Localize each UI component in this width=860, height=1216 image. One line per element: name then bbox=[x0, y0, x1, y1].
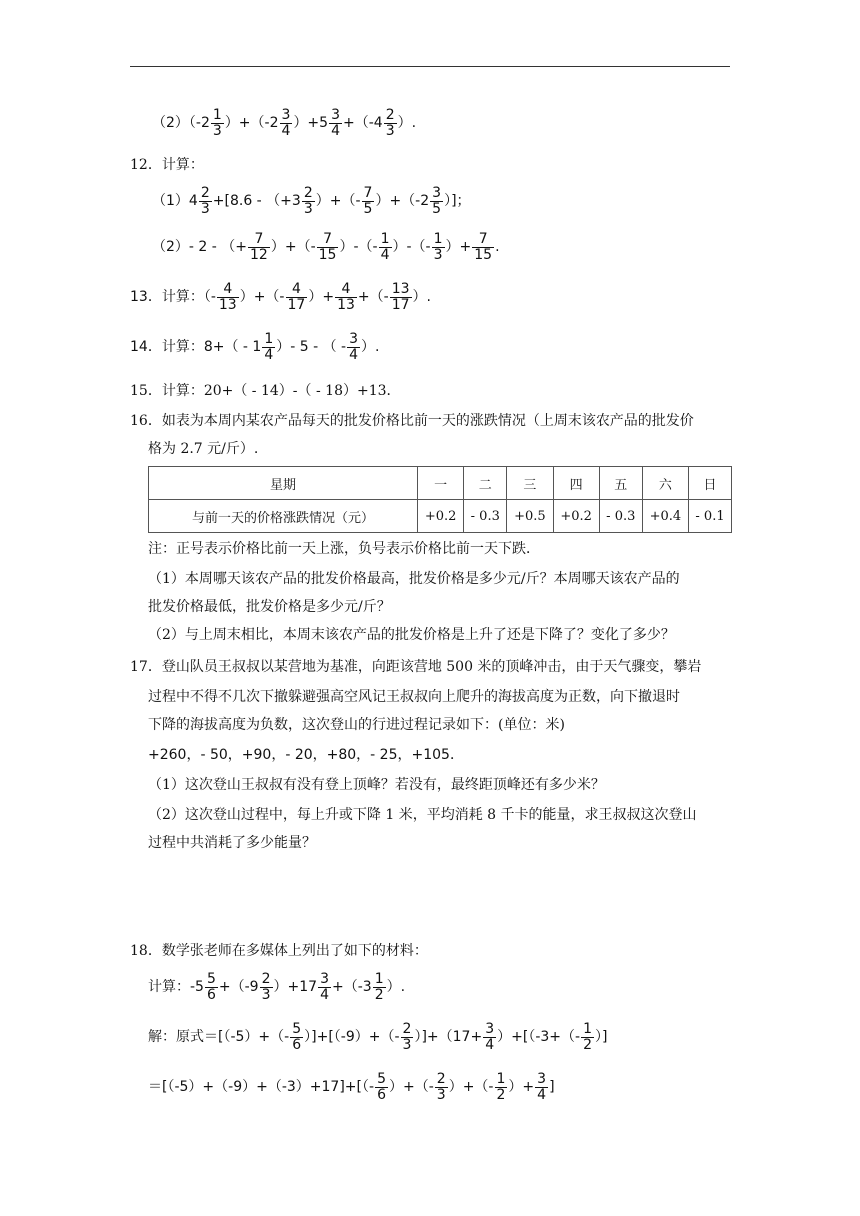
table-cell: - 0.3 bbox=[599, 500, 642, 533]
problem-17-question-2-line-2: 过程中共消耗了多少能量？ bbox=[148, 835, 316, 851]
price-change-table bbox=[148, 466, 732, 533]
problem-18-calculation: 计算：-5 $\frac{5}{6}$ +（-9 $\frac{2}{3}$ ）+17 $\frac{3}{4}$ +（-3 $\frac{1}{2}$ ）. bbox=[148, 971, 406, 1003]
problem-18-solution-line-2: ＝[（-5）+（-9）+（-3）+17]+[（- $\frac{5}{6}$ ）+（- $\frac{2}{3}$ ）+（- $\frac{1}{2}$ ）+ $\frac{3}{4}$ ] bbox=[148, 1071, 555, 1103]
problem-18-solution-line-1: 解：原式＝[（-5）+（- $\frac{5}{6}$ ）]+[（-9）+（- $\frac{2}{3}$ ）]+（17+ $\frac{3}{4}$ ）+[（-3+（- $\frac{1}{2}$ ）] bbox=[148, 1021, 608, 1053]
header-rule bbox=[130, 66, 730, 67]
problem-14: 14．计算：8+（ - 1 $\frac{1}{4}$ ）- 5 - （ - $\frac{3}{4}$ ）. bbox=[130, 331, 380, 363]
table-header-row bbox=[149, 467, 732, 500]
problem-17-question-2-line-1: （2）这次登山过程中，每上升或下降 1 米，平均消耗 8 千卡的能量，求王叔叔这次登山 bbox=[148, 807, 697, 823]
table-header-cell: 星期 bbox=[149, 467, 418, 500]
table-cell: +0.5 bbox=[507, 500, 553, 533]
table-cell: +0.2 bbox=[418, 500, 464, 533]
table-header-cell: 六 bbox=[642, 467, 688, 500]
problem-17-records: +260，- 50，+90，- 20，+80，- 25，+105． bbox=[148, 747, 464, 763]
table-cell: +0.4 bbox=[642, 500, 688, 533]
problem-16-question-1-line-1: （1）本周哪天该农产品的批发价格最高，批发价格是多少元/斤？本周哪天该农产品的 bbox=[148, 571, 680, 587]
table-cell: +0.2 bbox=[553, 500, 599, 533]
problem-15: 15．计算：20+（ - 14）-（ - 18）+13． bbox=[130, 383, 401, 399]
problem-16-note: 注：正号表示价格比前一天上涨，负号表示价格比前一天下跌． bbox=[148, 541, 540, 557]
table-header-cell: 四 bbox=[553, 467, 599, 500]
problem-16-question-1-line-2: 批发价格最低，批发价格是多少元/斤？ bbox=[148, 599, 391, 615]
problem-12-part-1: （1）4 $\frac{2}{3}$ +[8.6 - （+3 $\frac{2}{3}$ ）+（- $\frac{7}{5}$ ）+（-2 $\frac{3}{5}$ ）]； bbox=[152, 185, 471, 217]
problem-12-part-2: （2）- 2 - （+ $\frac{7}{12}$ ）+（- $\frac{7}{15}$ ）-（- $\frac{1}{4}$ ）-（- $\frac{1}{3}$ ）+ $\frac{7}{15}$ . bbox=[152, 231, 500, 263]
table-header-cell: 五 bbox=[599, 467, 642, 500]
table-cell: - 0.1 bbox=[689, 500, 732, 533]
problem-16-intro-line-1: 16．如表为本周内某农产品每天的批发价格比前一天的涨跌情况（上周末该农产品的批发价 bbox=[130, 413, 694, 429]
table-header-cell: 一 bbox=[418, 467, 464, 500]
problem-17-line-3: 下降的海拔高度为负数，这次登山的行进过程记录如下：(单位：米) bbox=[148, 717, 565, 733]
table-row bbox=[149, 500, 732, 533]
table-header-cell: 日 bbox=[689, 467, 732, 500]
problem-12-title: 12．计算： bbox=[130, 157, 204, 173]
problem-17-question-1: （1）这次登山王叔叔有没有登上顶峰？若没有，最终距顶峰还有多少米？ bbox=[148, 777, 605, 793]
problem-17-line-2: 过程中不得不几次下撤躲避强高空风记王叔叔向上爬升的海拔高度为正数，向下撤退时 bbox=[148, 689, 680, 705]
problem-18-intro: 18．数学张老师在多媒体上列出了如下的材料： bbox=[130, 943, 428, 959]
problem-17-line-1: 17．登山队员王叔叔以某营地为基准，向距该营地 500 米的顶峰冲击，由于天气骤变，攀岩 bbox=[130, 659, 702, 675]
table-header-cell: 三 bbox=[507, 467, 553, 500]
table-cell: 与前一天的价格涨跌情况（元） bbox=[149, 500, 418, 533]
table-cell: - 0.3 bbox=[464, 500, 507, 533]
problem-11-part-2: （2）（-2 $\frac{1}{3}$ ）+（-2 $\frac{3}{4}$ ）+5 $\frac{3}{4}$ +（-4 $\frac{2}{3}$ ）. bbox=[152, 107, 417, 139]
table-header-cell: 二 bbox=[464, 467, 507, 500]
problem-13: 13．计算：（- $\frac{4}{13}$ ）+（- $\frac{4}{17}$ ）+ $\frac{4}{13}$ +（- $\frac{13}{17}$ ）. bbox=[130, 281, 431, 313]
problem-16-question-2: （2）与上周末相比，本周末该农产品的批发价格是上升了还是下降了？变化了多少？ bbox=[148, 627, 675, 643]
problem-16-intro-line-2: 格为 2.7 元/斤）. bbox=[148, 441, 259, 457]
